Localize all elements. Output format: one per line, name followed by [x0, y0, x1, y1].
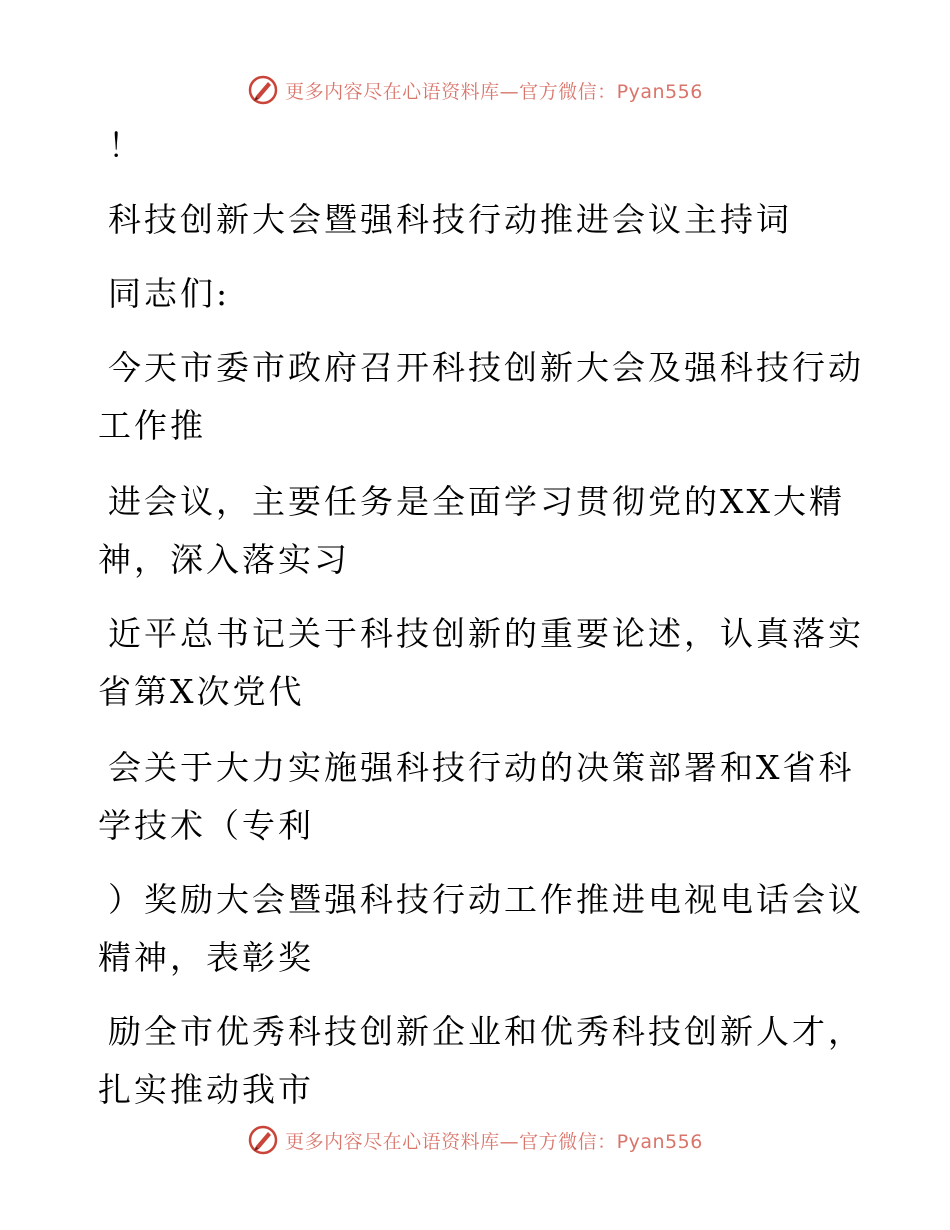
- pen-seal-logo-icon: [247, 1124, 279, 1156]
- text-line: 省第X次党代: [98, 672, 305, 711]
- text-line: ）奖励大会暨强科技行动工作推进电视电话会议: [108, 880, 864, 919]
- text-line: 精神，表彰奖: [98, 938, 314, 977]
- text-line: 近平总书记关于科技创新的重要论述，认真落实: [108, 614, 864, 653]
- text-line: 今天市委市政府召开科技创新大会及强科技行动: [108, 348, 864, 387]
- text-line: 扎实推动我市: [98, 1070, 314, 1109]
- text-line: 同志们:: [108, 274, 231, 313]
- text-line: 励全市优秀科技创新企业和优秀科技创新人才，: [108, 1012, 864, 1051]
- text-line: 工作推: [98, 406, 206, 445]
- footer-watermark: [0, 1120, 950, 1160]
- watermark-text: 更多内容尽在心语资料库—官方微信：Pyan556: [285, 80, 703, 103]
- text-line: 会关于大力实施强科技行动的决策部署和X省科: [108, 748, 855, 787]
- document-title: 科技创新大会暨强科技行动推进会议主持词: [108, 200, 792, 239]
- text-line: 学技术（专利: [98, 806, 314, 845]
- watermark-text: 更多内容尽在心语资料库—官方微信：Pyan556: [285, 1130, 703, 1153]
- text-line: ！: [108, 126, 144, 165]
- text-line: 进会议，主要任务是全面学习贯彻党的XX大精: [108, 482, 845, 521]
- text-line: 神，深入落实习: [98, 540, 350, 579]
